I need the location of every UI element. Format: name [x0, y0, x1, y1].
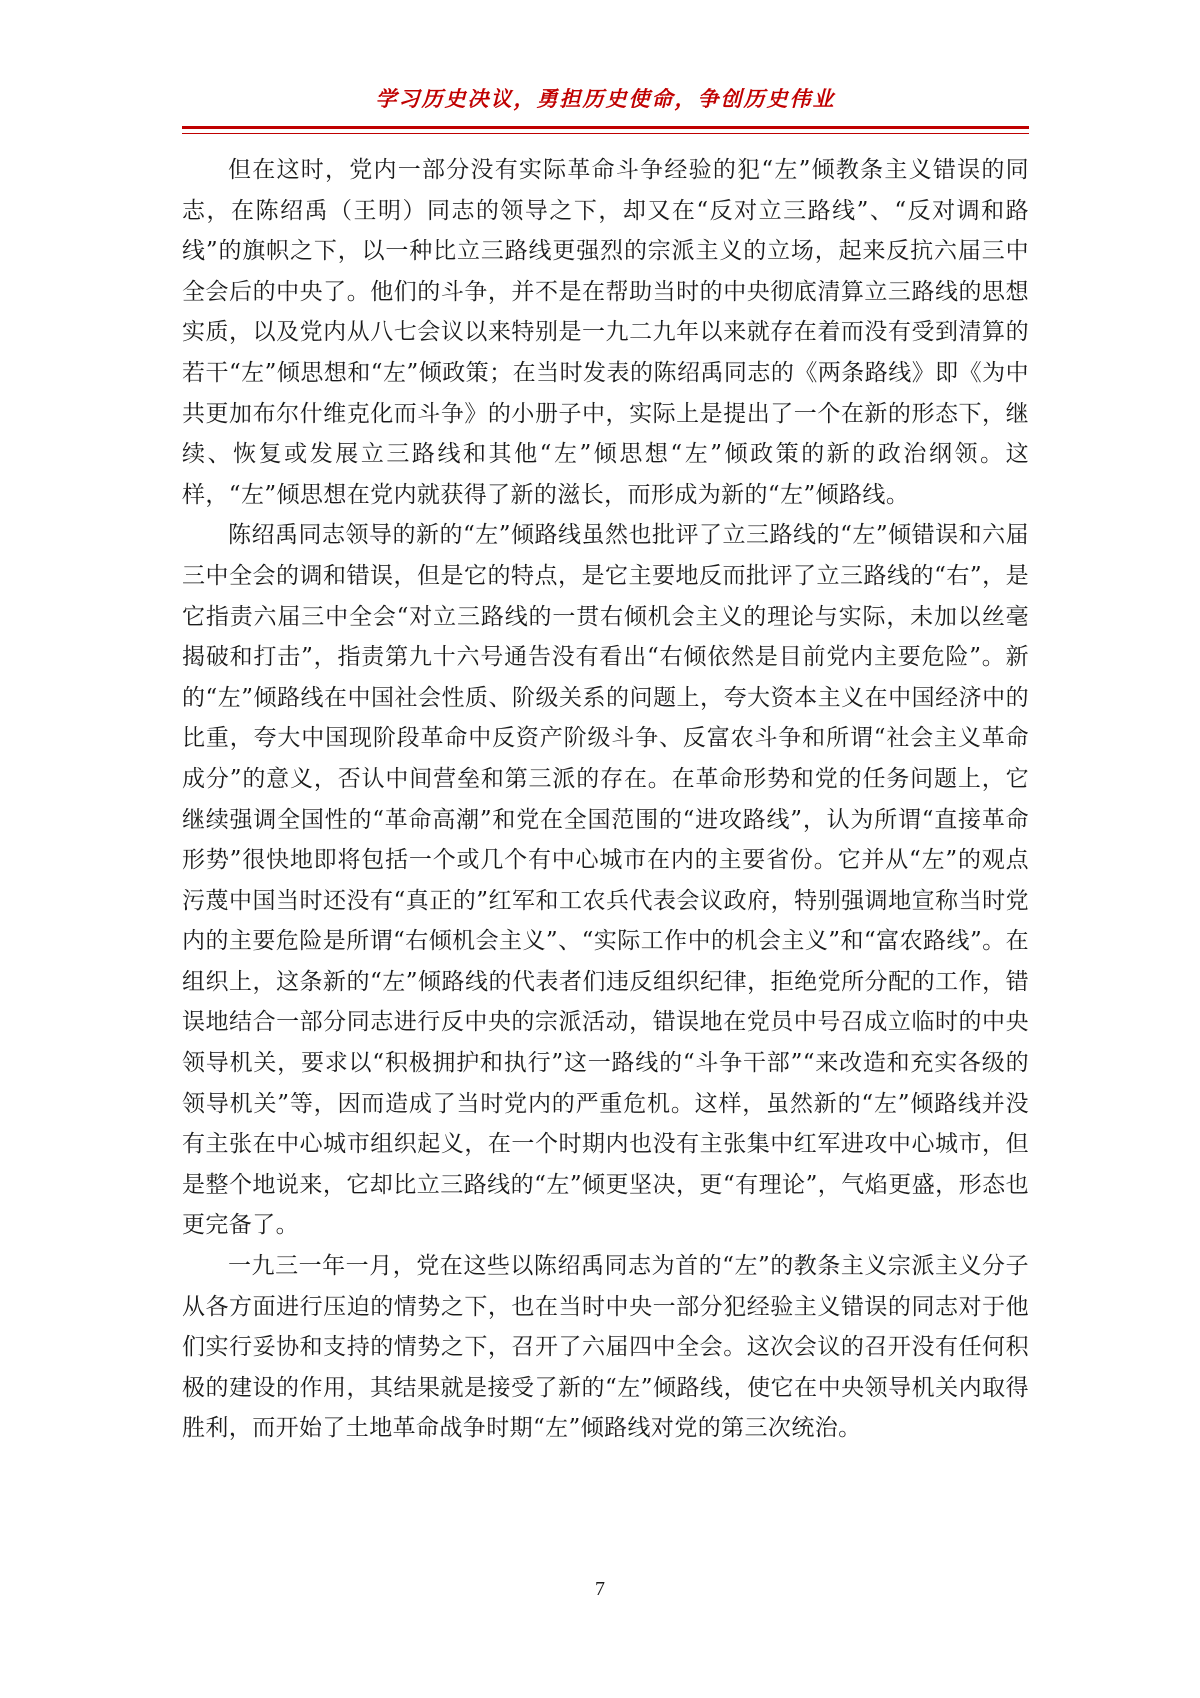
paragraph: 一九三一年一月，党在这些以陈绍禹同志为首的“左”的教条主义宗派主义分子从各方面进行压迫的情势之下，也在当时中央一部分犯经验主义错误的同志对于他们实行妥协和支持的情势之下，召开了六届四中全会。这次会议的召开没有任何积极的建设的作用，其结果就是接受了新的“左”倾路线，使它在中央领导机关内取得胜利，而开始了土地革命战争时期“左”倾路线对党的第三次统治。: [182, 1253, 1029, 1442]
paragraph: 但在这时，党内一部分没有实际革命斗争经验的犯“左”倾教条主义错误的同志，在陈绍禹（王明）同志的领导之下，却又在“反对立三路线”、“反对调和路线”的旗帜之下，以一种比立三路线更强烈的宗派主义的立场，起来反抗六届三中全会后的中央了。他们的斗争，并不是在帮助当时的中央彻底清算立三路线的思想实质，以及党内从八七会议以来特别是一九二九年以来就存在着而没有受到清算的若干“左”倾思想和“左”倾政策；在当时发表的陈绍禹同志的《两条路线》即《为中共更加布尔什维克化而斗争》的小册子中，实际上是提出了一个在新的形态下，继续、恢复或发展立三路线和其他“左”倾思想“左”倾政策的新的政治纲领。这样，“左”倾思想在党内就获得了新的滋长，而形成为新的“左”倾路线。: [182, 157, 1029, 508]
header-divider: [182, 126, 1029, 129]
header-title: 学习历史决议，勇担历史使命，争创历史伟业: [375, 86, 836, 111]
page-header: [182, 84, 1029, 114]
header-divider-thin: [182, 133, 1029, 134]
paragraph: 陈绍禹同志领导的新的“左”倾路线虽然也批评了立三路线的“左”倾错误和六届三中全会的调和错误，但是它的特点，是它主要地反而批评了立三路线的“右”，是它指责六届三中全会“对立三路线的一贯右倾机会主义的理论与实际，未加以丝毫揭破和打击”，指责第九十六号通告没有看出“右倾依然是目前党内主要危险”。新的“左”倾路线在中国社会性质、阶级关系的问题上，夸大资本主义在中国经济中的比重，夸大中国现阶段革命中反资产阶级斗争、反富农斗争和所谓“社会主义革命成分”的意义，否认中间营垒和第三派的存在。在革命形势和党的任务问题上，它继续强调全国性的“革命高潮”和党在全国范围的“进攻路线”，认为所谓“直接革命形势”很快地即将包括一个或几个有中心城市在内的主要省份。它并从“左”的观点污蔑中国当时还没有“真正的”红军和工农兵代表会议政府，特别强调地宣称当时党内的主要危险是所谓“右倾机会主义”、“实际工作中的机会主义”和“富农路线”。在组织上，这条新的“左”倾路线的代表者们违反组织纪律，拒绝党所分配的工作，错误地结合一部分同志进行反中央的宗派活动，错误地在党员中号召成立临时的中央领导机关，要求以“积极拥护和执行”这一路线的“斗争干部”“来改造和充实各级的领导机关”等，因而造成了当时党内的严重危机。这样，虽然新的“左”倾路线并没有主张在中心城市组织起义，在一个时期内也没有主张集中红军进攻中心城市，但是整个地说来，它却比立三路线的“左”倾更坚决，更“有理论”，气焰更盛，形态也更完备了。: [182, 522, 1029, 1239]
page-number: 7: [595, 1578, 605, 1600]
document-body: [182, 150, 1029, 1449]
